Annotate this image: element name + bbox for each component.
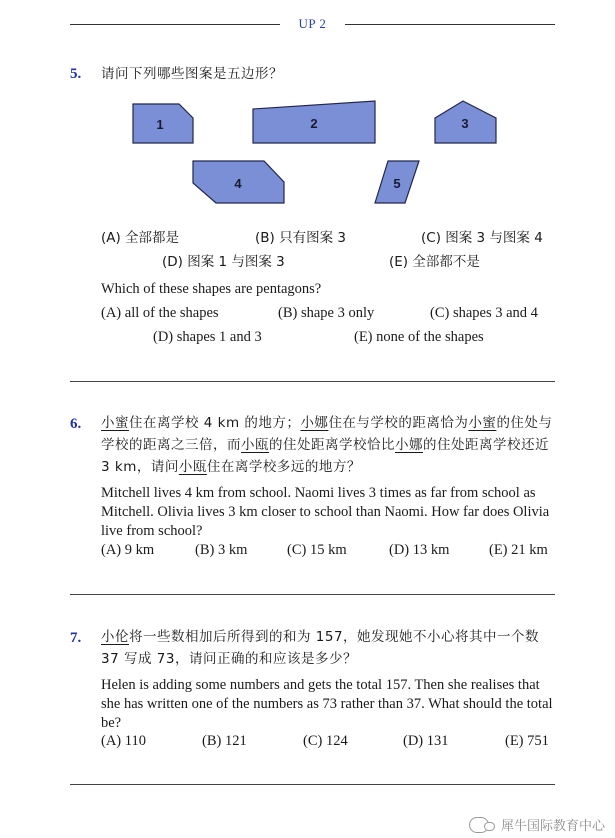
question-5-text-en: Which of these shapes are pentagons? bbox=[101, 281, 322, 297]
separator-2 bbox=[70, 594, 555, 595]
question-6-text-en: Mitchell lives 4 km from school. Naomi lives 3 times as far from school as Mitchell. Olivia lives 3 km closer to school than Naomi. How far does Olivia live from school? bbox=[101, 485, 550, 539]
question-6-number: 6. bbox=[70, 416, 82, 432]
watermark-text: 犀牛国际教育中心 bbox=[500, 819, 605, 834]
q6-option-d: (D) 13 km bbox=[389, 542, 450, 558]
q7-option-e: (E) 751 bbox=[505, 733, 549, 749]
q5-option-en-b: (B) shape 3 only bbox=[278, 305, 375, 321]
wechat-icon bbox=[469, 817, 489, 833]
name-xiaona: 小娜 bbox=[395, 437, 423, 453]
q5-option-zh-e: (E) 全部都不是 bbox=[389, 254, 480, 270]
q6-option-b: (B) 3 km bbox=[195, 542, 248, 558]
q5-option-en-c: (C) shapes 3 and 4 bbox=[430, 305, 538, 321]
q5-option-en-d: (D) shapes 1 and 3 bbox=[153, 329, 262, 345]
separator-3 bbox=[70, 784, 555, 785]
shape-label-4: 4 bbox=[234, 176, 242, 191]
q7-option-a: (A) 110 bbox=[101, 733, 146, 749]
name-xiaoou: 小瓯 bbox=[178, 459, 207, 475]
question-7-text-zh bbox=[101, 626, 555, 670]
q5-option-zh-c: (C) 图案 3 与图案 4 bbox=[421, 230, 543, 246]
name-xiaona: 小娜 bbox=[300, 415, 329, 431]
q6-zh-part: 住在与学校的距离恰为 bbox=[328, 415, 469, 431]
q6-option-c: (C) 15 km bbox=[287, 542, 347, 558]
q6-zh-part: 住在离学校 4 km 的地方； bbox=[129, 415, 301, 431]
header-title: UP 2 bbox=[298, 16, 327, 31]
question-5-number: 5. bbox=[70, 66, 82, 82]
name-xiaomi: 小蜜 bbox=[101, 415, 129, 431]
q5-option-zh-d: (D) 图案 1 与图案 3 bbox=[162, 254, 285, 270]
q7-option-c: (C) 124 bbox=[303, 733, 348, 749]
separator-1 bbox=[70, 381, 555, 382]
question-7-number: 7. bbox=[70, 630, 82, 646]
q6-option-a: (A) 9 km bbox=[101, 542, 155, 558]
q7-option-b: (B) 121 bbox=[202, 733, 247, 749]
q7-zh-part: 将一些数相加后所得到的和为 157，她发现她不小心将其中一个数 37 写成 73，请问正确的和应该是多少？ bbox=[101, 629, 540, 667]
watermark bbox=[469, 815, 605, 834]
name-xiaolun: 小伦 bbox=[101, 629, 129, 645]
q6-zh-part: 的住处与学校的距离之三倍，而 bbox=[101, 415, 553, 453]
q5-option-zh-a: (A) 全部都是 bbox=[101, 230, 180, 246]
pentagon-shapes-figure bbox=[0, 0, 615, 220]
q5-option-zh-b: (B) 只有图案 3 bbox=[255, 230, 346, 246]
name-xiaoou: 小瓯 bbox=[241, 437, 269, 453]
shape-label-5: 5 bbox=[393, 176, 401, 191]
shape-label-2: 2 bbox=[310, 116, 318, 131]
question-7-text-en: Helen is adding some numbers and gets the total 157. Then she realises that she has written one of the numbers as 73 rather than 37. What should the total be? bbox=[101, 677, 553, 731]
q7-option-d: (D) 131 bbox=[403, 733, 449, 749]
shape-label-3: 3 bbox=[461, 116, 469, 131]
name-xiaomi: 小蜜 bbox=[468, 415, 497, 431]
question-5-text-zh: 请问下列哪些图案是五边形？ bbox=[101, 66, 283, 82]
shape-label-1: 1 bbox=[156, 117, 164, 132]
q5-option-en-a: (A) all of the shapes bbox=[101, 305, 219, 321]
q6-zh-part: 的住处距离学校还近 3 km，请问 bbox=[101, 437, 549, 475]
question-6-text-zh bbox=[101, 412, 555, 478]
q6-zh-part: 住在离学校多远的地方？ bbox=[206, 459, 361, 475]
q5-option-en-e: (E) none of the shapes bbox=[354, 329, 484, 345]
q6-option-e: (E) 21 km bbox=[489, 542, 548, 558]
q6-zh-part: 的住处距离学校恰比 bbox=[269, 437, 395, 453]
